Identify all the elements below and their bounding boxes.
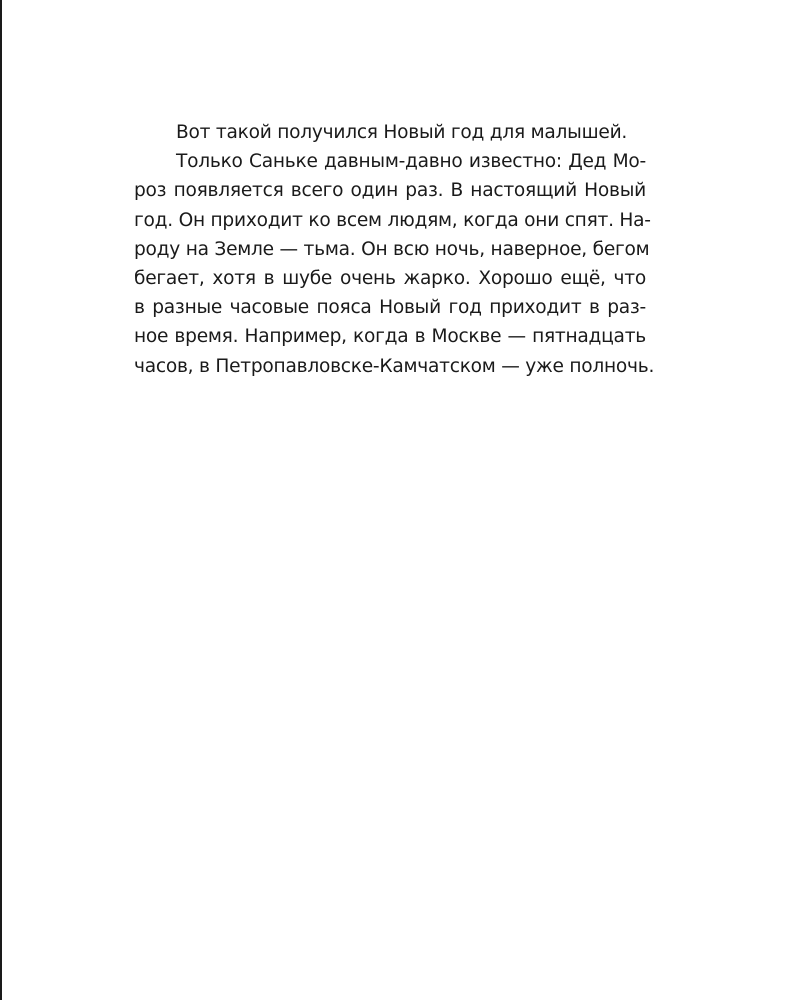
body-text (134, 118, 655, 381)
text-line: бегает, хотя в шубе очень жарко. Хорошо ещё, что (134, 267, 646, 289)
text-line: Только Саньке давным-давно известно: Дед Мо- (176, 151, 646, 173)
paragraph-1 (134, 118, 646, 147)
text-line: Вот такой получился Новый год для малышей. (176, 122, 628, 143)
text-line: год. Он приходит ко всем людям, когда они спят. На- (134, 209, 651, 231)
paragraph-2 (134, 147, 655, 381)
text-line: часов, в Петропавловске-Камчатском — уже полночь. (134, 355, 655, 377)
text-line: роду на Земле — тьма. Он всю ночь, наверное, бегом (134, 238, 650, 260)
page-edge-line (0, 0, 2, 1000)
text-line: ное время. Например, когда в Москве — пятнадцать (134, 326, 646, 348)
text-line: в разные часовые пояса Новый год приходит в раз- (134, 297, 646, 319)
text-line: роз появляется всего один раз. В настоящий Новый (134, 180, 646, 202)
